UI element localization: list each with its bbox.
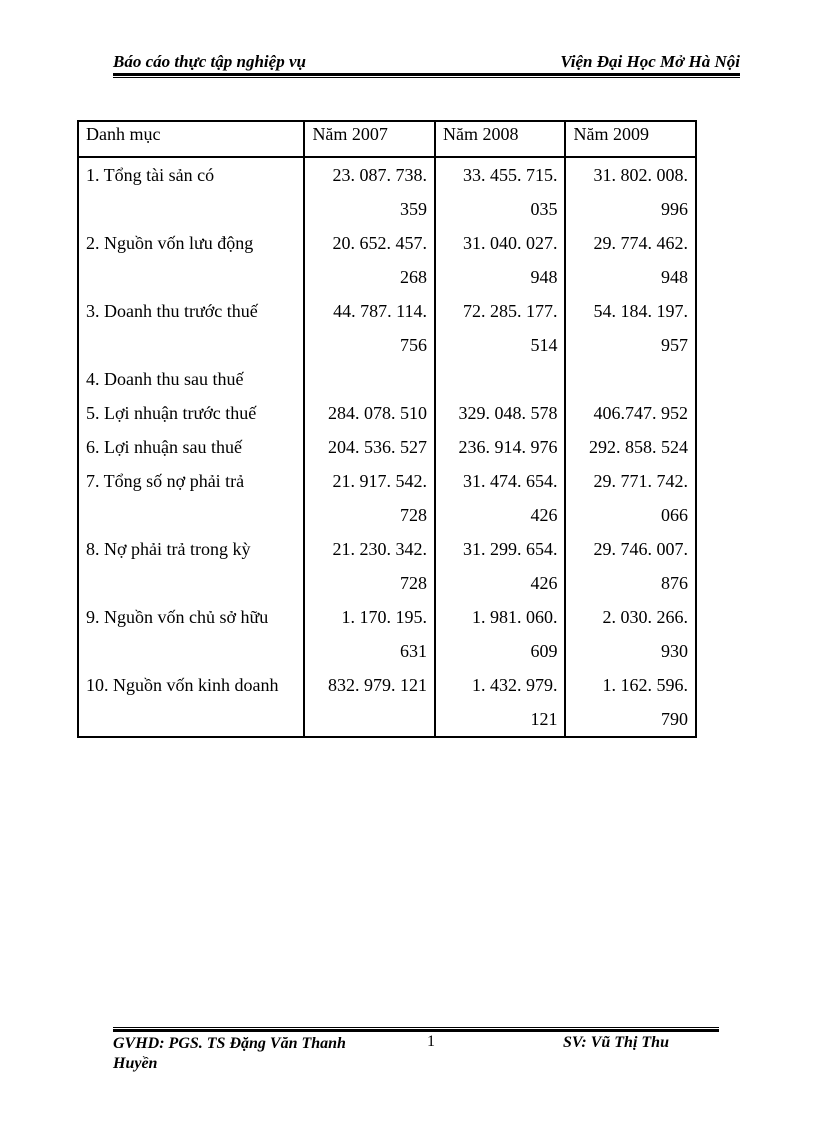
row-label: 5. Lợi nhuận trước thuế <box>86 403 257 423</box>
row-label <box>78 702 304 737</box>
value-cell: 268 <box>304 260 435 294</box>
value-cell: 20. 652. 457. <box>304 226 435 260</box>
value-cell <box>304 702 435 737</box>
header-divider <box>113 73 740 78</box>
value-cell: 72. 285. 177. <box>435 294 566 328</box>
value-cell: 23. 087. 738. <box>304 157 435 192</box>
value-cell: 31. 802. 008. <box>565 157 696 192</box>
row-label <box>78 634 304 668</box>
row-label: 2. Nguồn vốn lưu động <box>86 233 254 253</box>
value-cell: 406.747. 952 <box>565 396 696 430</box>
value-cell: 876 <box>565 566 696 600</box>
value-cell: 31. 040. 027. <box>435 226 566 260</box>
row-label: 8. Nợ phải trả trong kỳ <box>86 539 251 559</box>
value-cell: 284. 078. 510 <box>304 396 435 430</box>
value-cell: 728 <box>304 498 435 532</box>
value-cell: 948 <box>435 260 566 294</box>
value-cell: 948 <box>565 260 696 294</box>
value-cell: 957 <box>565 328 696 362</box>
value-cell: 44. 787. 114. <box>304 294 435 328</box>
value-cell: 728 <box>304 566 435 600</box>
row-label <box>78 192 304 226</box>
value-cell <box>304 362 435 396</box>
row-label <box>78 260 304 294</box>
row-label: 9. Nguồn vốn chủ sở hữu <box>86 607 269 627</box>
value-cell: 066 <box>565 498 696 532</box>
column-header-2007: Năm 2007 <box>304 121 435 157</box>
table-row <box>78 226 696 260</box>
header-report-title: Báo cáo thực tập nghiệp vụ <box>113 52 306 71</box>
value-cell: 514 <box>435 328 566 362</box>
value-cell: 121 <box>435 702 566 737</box>
table-row <box>78 566 696 600</box>
table-row <box>78 702 696 737</box>
value-cell: 996 <box>565 192 696 226</box>
value-cell: 329. 048. 578 <box>435 396 566 430</box>
value-cell <box>565 362 696 396</box>
table-row <box>78 362 696 396</box>
table-row <box>78 260 696 294</box>
value-cell: 930 <box>565 634 696 668</box>
column-header-2009: Năm 2009 <box>565 121 696 157</box>
value-cell: 426 <box>435 566 566 600</box>
table-row <box>78 294 696 328</box>
footer-divider <box>113 1027 719 1032</box>
table-row <box>78 532 696 566</box>
value-cell: 2. 030. 266. <box>565 600 696 634</box>
value-cell: 29. 746. 007. <box>565 532 696 566</box>
row-label: 1. Tổng tài sản có <box>86 165 215 185</box>
row-label: 6. Lợi nhuận sau thuế <box>86 437 242 457</box>
row-label: 7. Tổng số nợ phải trả <box>86 471 245 491</box>
value-cell: 1. 432. 979. <box>435 668 566 702</box>
table-header-row <box>78 121 696 157</box>
table-row <box>78 396 696 430</box>
value-cell: 1. 162. 596. <box>565 668 696 702</box>
value-cell: 21. 917. 542. <box>304 464 435 498</box>
page-number: 1 <box>427 1033 435 1050</box>
value-cell <box>435 362 566 396</box>
value-cell: 21. 230. 342. <box>304 532 435 566</box>
row-label: 10. Nguồn vốn kinh doanh <box>86 675 279 695</box>
header-institute: Viện Đại Học Mở Hà Nội <box>560 52 740 71</box>
value-cell: 790 <box>565 702 696 737</box>
value-cell: 29. 771. 742. <box>565 464 696 498</box>
table-row <box>78 430 696 464</box>
table-row <box>78 668 696 702</box>
table-body <box>78 157 696 737</box>
table-row <box>78 634 696 668</box>
column-header-category: Danh mục <box>78 121 304 157</box>
value-cell: 292. 858. 524 <box>565 430 696 464</box>
value-cell: 359 <box>304 192 435 226</box>
table-row <box>78 600 696 634</box>
value-cell: 426 <box>435 498 566 532</box>
row-label <box>78 498 304 532</box>
table-row <box>78 498 696 532</box>
value-cell: 756 <box>304 328 435 362</box>
value-cell: 31. 474. 654. <box>435 464 566 498</box>
row-label: 3. Doanh thu trước thuế <box>86 301 258 321</box>
table-row <box>78 464 696 498</box>
value-cell: 33. 455. 715. <box>435 157 566 192</box>
value-cell: 1. 981. 060. <box>435 600 566 634</box>
financial-table <box>77 120 697 738</box>
table-row <box>78 328 696 362</box>
value-cell: 1. 170. 195. <box>304 600 435 634</box>
value-cell: 204. 536. 527 <box>304 430 435 464</box>
table-row <box>78 157 696 192</box>
value-cell: 035 <box>435 192 566 226</box>
value-cell: 609 <box>435 634 566 668</box>
row-label <box>78 566 304 600</box>
value-cell: 236. 914. 976 <box>435 430 566 464</box>
row-label: 4. Doanh thu sau thuế <box>86 369 244 389</box>
footer-student: SV: Vũ Thị Thu <box>563 1034 669 1051</box>
value-cell: 832. 979. 121 <box>304 668 435 702</box>
value-cell: 631 <box>304 634 435 668</box>
value-cell: 29. 774. 462. <box>565 226 696 260</box>
row-label <box>78 328 304 362</box>
value-cell: 54. 184. 197. <box>565 294 696 328</box>
table-row <box>78 192 696 226</box>
footer-advisor: GVHD: PGS. TS Đặng Văn Thanh Huyền <box>113 1035 346 1072</box>
value-cell: 31. 299. 654. <box>435 532 566 566</box>
column-header-2008: Năm 2008 <box>435 121 566 157</box>
